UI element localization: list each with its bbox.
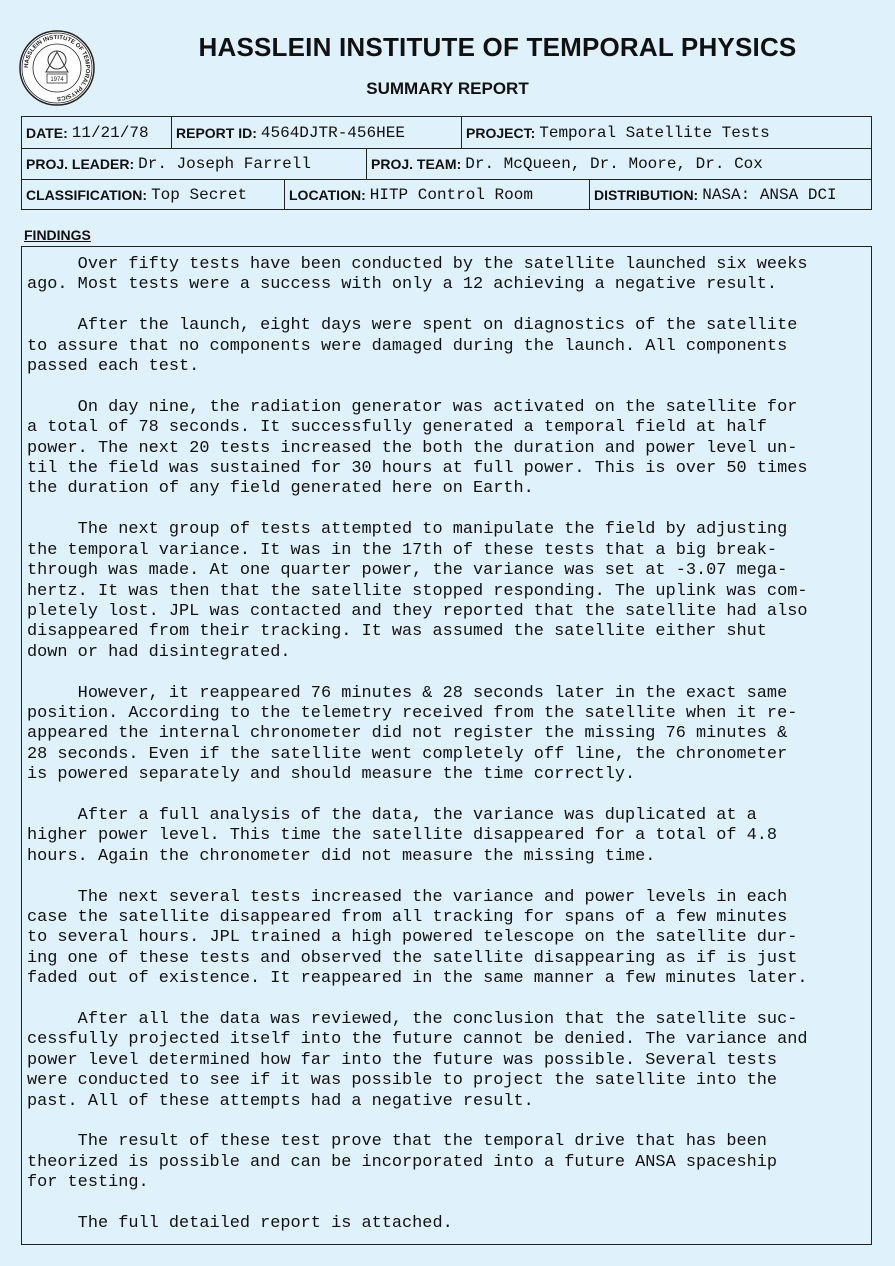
- findings-line: the duration of any field generated here on Earth.: [27, 479, 534, 499]
- findings-line: 28 seconds. Even if the satellite went completely off line, the chronometer: [27, 744, 788, 764]
- findings-line: disappeared from their tracking. It was assumed the satellite either shut: [27, 622, 767, 642]
- distribution-label: DISTRIBUTION:: [594, 186, 699, 203]
- findings-line: to assure that no components were damaged during the launch. All components: [27, 336, 788, 356]
- findings-line: passed each test.: [27, 357, 200, 377]
- findings-line: to several hours. JPL trained a high powered telescope on the satellite dur-: [27, 928, 798, 948]
- findings-line: [27, 990, 869, 1010]
- findings-line: [27, 786, 869, 806]
- findings-line: [27, 663, 869, 683]
- institute-title: HASSLEIN INSTITUTE OF TEMPORAL PHYSICS: [198, 32, 797, 62]
- report-id-label: REPORT ID:: [176, 124, 257, 141]
- findings-line: til the field was sustained for 30 hours at full power. This is over 50 times: [27, 459, 808, 479]
- findings-line: power. The next 20 tests increased the both the duration and power level un-: [27, 438, 798, 458]
- leader-label: PROJ. LEADER:: [26, 155, 135, 172]
- project-value: Temporal Satellite Tests: [539, 123, 770, 142]
- findings-line: down or had disintegrated.: [27, 642, 291, 662]
- team-cell: [367, 148, 873, 179]
- findings-line: [27, 296, 869, 316]
- findings-line: hours. Again the chronometer did not measure the missing time.: [27, 846, 656, 866]
- findings-line: appeared the internal chronometer did not register the missing 76 minutes &: [27, 724, 788, 744]
- location-label: LOCATION:: [289, 186, 366, 203]
- distribution-cell: [590, 179, 873, 210]
- report-subtitle: SUMMARY REPORT: [366, 79, 529, 98]
- svg-text:HASSLEIN INSTITUTE OF TEMPORAL: HASSLEIN INSTITUTE OF TEMPORAL PHYSICS: [23, 34, 91, 102]
- classification-value: Top Secret: [151, 185, 248, 204]
- findings-line: After a full analysis of the data, the variance was duplicated at a: [27, 805, 757, 825]
- location-value: HITP Control Room: [369, 185, 533, 204]
- findings-line: a total of 78 seconds. It successfully generated a temporal field at half: [27, 418, 767, 438]
- findings-line: [27, 1112, 869, 1132]
- findings-line: cessfully projected itself into the future cannot be denied. The variance and: [27, 1030, 808, 1050]
- meta-row-2: [22, 148, 871, 180]
- findings-line: is powered separately and should measure the time correctly.: [27, 765, 636, 785]
- findings-line: After all the data was reviewed, the conclusion that the satellite suc-: [27, 1010, 798, 1030]
- findings-line: On day nine, the radiation generator was activated on the satellite for: [27, 397, 798, 417]
- findings-line: theorized is possible and can be incorporated into a future ANSA spaceship: [27, 1152, 778, 1172]
- team-label: PROJ. TEAM:: [371, 155, 462, 172]
- project-cell: [462, 117, 873, 148]
- findings-line: [27, 1194, 869, 1214]
- leader-cell: [22, 148, 367, 179]
- findings-line: However, it reappeared 76 minutes & 28 seconds later in the exact same: [27, 683, 788, 703]
- findings-line: The full detailed report is attached.: [27, 1214, 453, 1234]
- findings-line: [27, 867, 869, 887]
- findings-line: the temporal variance. It was in the 17th of these tests that a big break-: [27, 540, 778, 560]
- findings-line: for testing.: [27, 1173, 149, 1193]
- findings-line: [27, 377, 869, 397]
- findings-line: past. All of these attempts had a negative result.: [27, 1091, 534, 1111]
- date-cell: [22, 117, 172, 148]
- project-label: PROJECT:: [466, 124, 536, 141]
- findings-line: The next group of tests attempted to manipulate the field by adjusting: [27, 520, 788, 540]
- report-id-value: 4564DJTR-456HEE: [260, 123, 405, 142]
- findings-line: hertz. It was then that the satellite stopped responding. The uplink was com-: [27, 581, 808, 601]
- classification-cell: [22, 179, 285, 210]
- findings-line: Over fifty tests have been conducted by the satellite launched six weeks: [27, 255, 808, 274]
- findings-line: faded out of existence. It reappeared in the same manner a few minutes later.: [27, 969, 808, 989]
- location-cell: [285, 179, 590, 210]
- findings-line: [27, 500, 869, 520]
- report-id-cell: [172, 117, 462, 148]
- findings-line: After the launch, eight days were spent on diagnostics of the satellite: [27, 316, 798, 336]
- findings-line: The next several tests increased the variance and power levels in each: [27, 887, 788, 907]
- findings-line: ing one of these tests and observed the satellite disappearing as if is just: [27, 948, 798, 968]
- classification-label: CLASSIFICATION:: [26, 186, 148, 203]
- date-label: DATE:: [26, 124, 68, 141]
- meta-row-1: [22, 117, 871, 149]
- findings-line: power level determined how far into the future was possible. Several tests: [27, 1050, 778, 1070]
- distribution-value: NASA: ANSA DCI: [702, 185, 837, 204]
- team-value: Dr. McQueen, Dr. Moore, Dr. Cox: [465, 154, 763, 173]
- findings-heading: FINDINGS: [24, 227, 91, 243]
- findings-line: pletely lost. JPL was contacted and they reported that the satellite had also: [27, 601, 808, 621]
- findings-line: through was made. At one quarter power, the variance was set at -3.07 mega-: [27, 561, 788, 581]
- findings-line: ago. Most tests were a success with only a 12 achieving a negative result.: [27, 275, 778, 295]
- findings-line: position. According to the telemetry received from the satellite when it re-: [27, 703, 798, 723]
- findings-line: case the satellite disappeared from all tracking for spans of a few minutes: [27, 908, 788, 927]
- meta-row-3: [22, 179, 871, 210]
- report-meta-table: [21, 116, 872, 210]
- findings-body: [27, 255, 869, 1235]
- findings-line: higher power level. This time the satellite disappeared for a total of 4.8: [27, 826, 778, 846]
- findings-line: were conducted to see if it was possible to project the satellite into the: [27, 1071, 778, 1091]
- findings-line: The result of these test prove that the temporal drive that has been: [27, 1132, 767, 1152]
- svg-text:1974: 1974: [50, 77, 64, 83]
- leader-value: Dr. Joseph Farrell: [138, 154, 311, 173]
- date-value: 11/21/78: [71, 123, 149, 142]
